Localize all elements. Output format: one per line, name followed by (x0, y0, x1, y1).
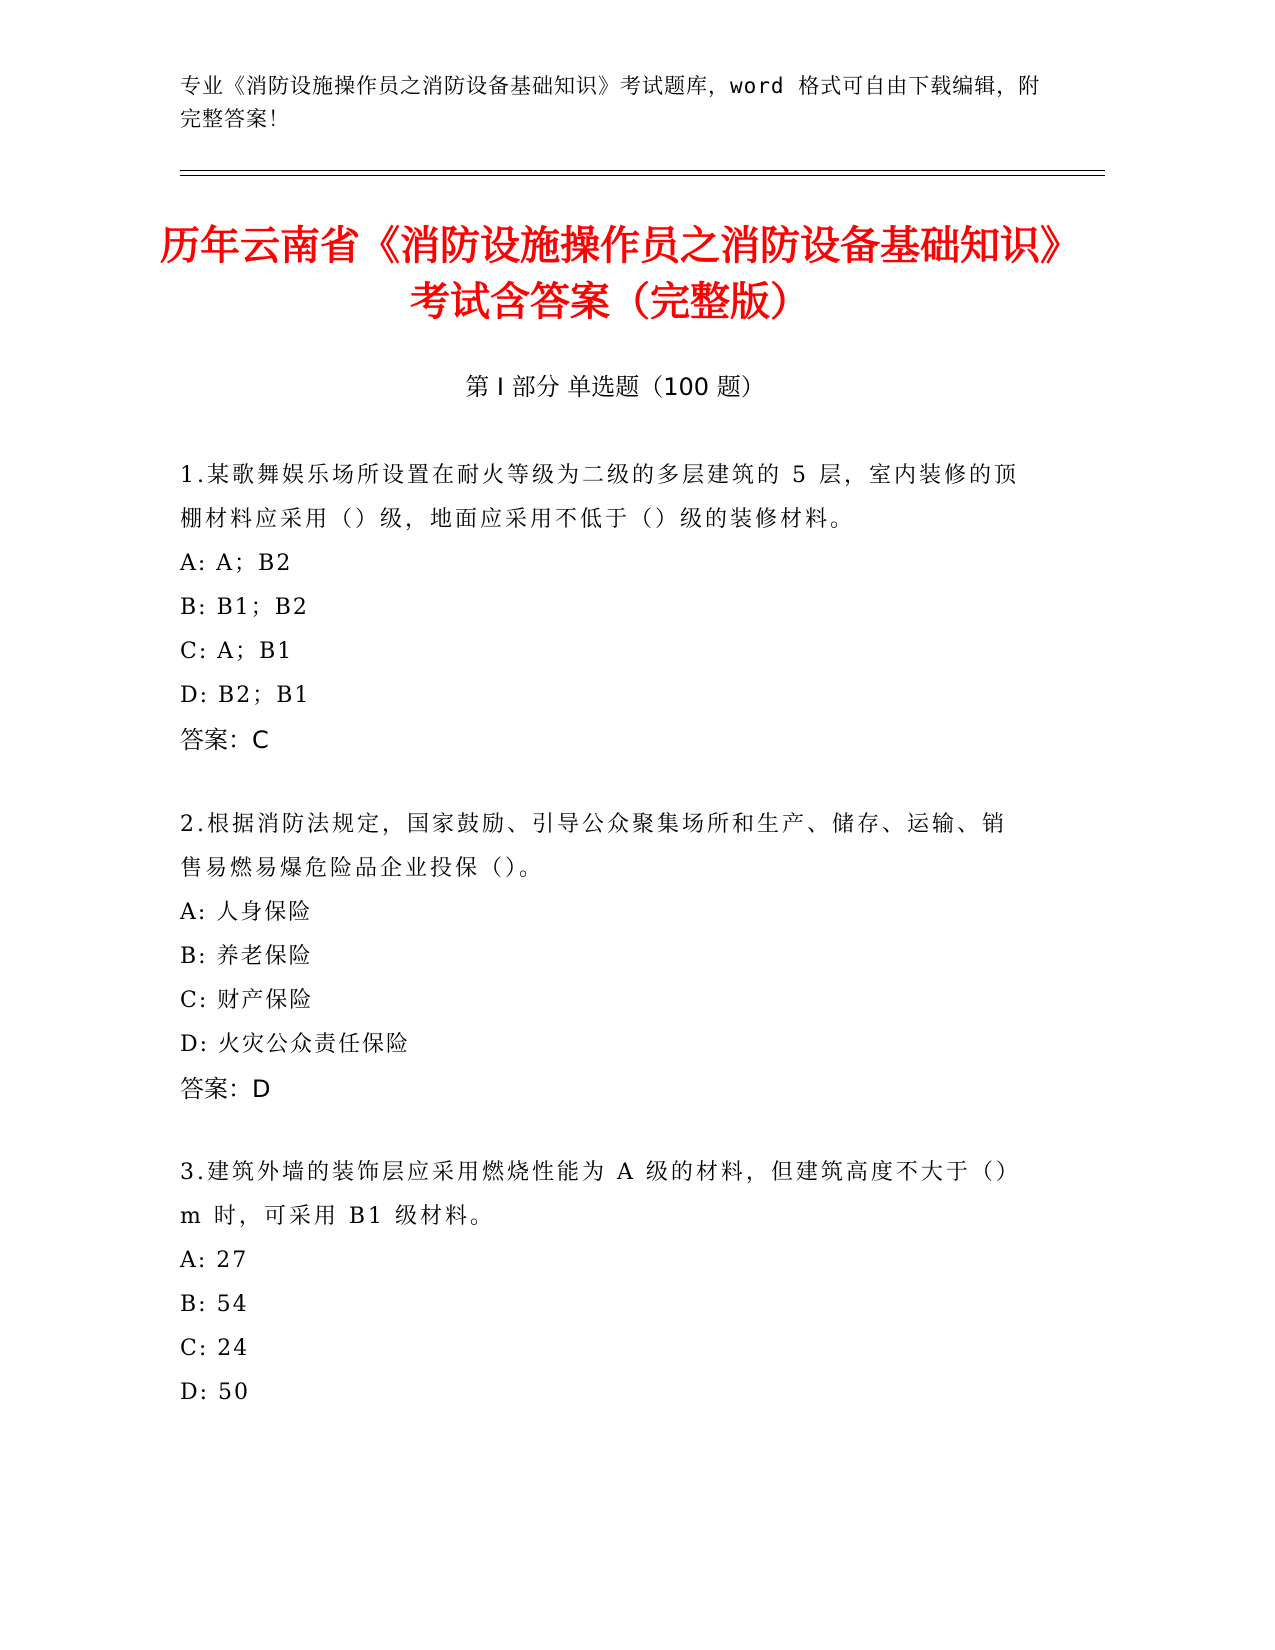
question-stem: 2.根据消防法规定，国家鼓励、引导公众聚集场所和生产、储存、运输、销售易燃易爆危险品企业投保（）。 (180, 812, 1007, 881)
question-2 (180, 803, 1030, 1111)
option-b: B: 54 (180, 1292, 249, 1317)
option-a: A: 27 (180, 1248, 249, 1273)
option-d: D: 火灾公众责任保险 (180, 1032, 411, 1057)
question-1 (180, 454, 1030, 762)
question-stem: 1.某歌舞娱乐场所设置在耐火等级为二级的多层建筑的 5 层，室内装修的顶棚材料应采用（）级，地面应采用不低于（）级的装修材料。 (180, 463, 1019, 532)
document-title: 历年云南省《消防设施操作员之消防设备基础知识》考试含答案（完整版） (160, 223, 1060, 325)
option-d: D: B2；B1 (180, 683, 311, 708)
option-a: A: A；B2 (180, 551, 293, 576)
section-heading: 第 I 部分 单选题（100 题） (465, 373, 765, 401)
question-stem: 3.建筑外墙的装饰层应采用燃烧性能为 A 级的材料，但建筑高度不大于（）m 时，可采用 B1 级材料。 (180, 1160, 1021, 1229)
header-divider-bottom (180, 175, 1105, 176)
question-3 (180, 1151, 1030, 1415)
answer: 答案：C (180, 726, 269, 754)
option-d: D: 50 (180, 1380, 251, 1405)
option-c: C: A；B1 (180, 639, 294, 664)
option-c: C: 财产保险 (180, 988, 314, 1013)
header-note: 专业《消防设施操作员之消防设备基础知识》考试题库，word 格式可自由下载编辑，附完整答案！ (180, 74, 1041, 131)
option-c: C: 24 (180, 1336, 250, 1361)
option-b: B: B1；B2 (180, 595, 309, 620)
answer: 答案：D (180, 1075, 271, 1103)
option-a: A: 人身保险 (180, 900, 313, 925)
header-divider-top (180, 170, 1105, 171)
option-b: B: 养老保险 (180, 944, 313, 969)
